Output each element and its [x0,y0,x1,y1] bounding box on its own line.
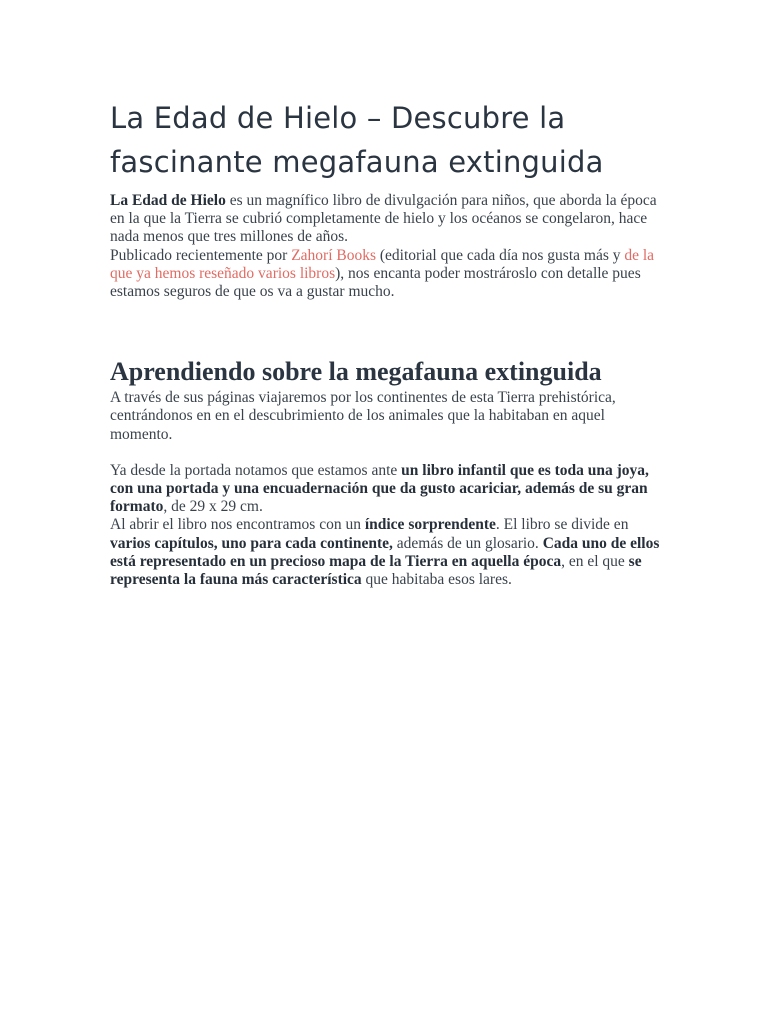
reviews-link[interactable]: de la que ya hemos reseñado varios libros [110,246,655,282]
publisher-link[interactable]: Zahorí Books [291,246,377,264]
paragraph-1: A través de sus páginas viajaremos por los continentes de esta Tierra prehistórica, centrándonos en en el descubrimiento de los animales que la habitaban en aquel momento. [110,389,616,443]
p2-bold-1: un libro infantil que es toda una joya, con una portada y una encuadernación que da gusto acariciar, además de su gran formato [110,461,649,516]
intro-text-3: (editorial que cada día nos gusta más y [376,246,625,264]
p2-bold-3: varios capítulos, uno para cada continente, [110,534,393,552]
p2-text-7: que habitaba esos lares. [361,571,512,589]
intro-text-2: Publicado recientemente por [110,246,292,264]
p2-text-1: Ya desde la portada notamos que estamos ante [110,461,402,479]
intro-paragraph [110,192,666,301]
p2-text-5: además de un glosario. [392,534,543,552]
p2-text-3: Al abrir el libro nos encontramos con un [110,516,365,534]
book-name: La Edad de Hielo [110,192,226,209]
p2-bold-4: Cada uno de ellos está representado en un precioso mapa de la Tierra en aquella época [110,534,660,570]
section-heading: Aprendiendo sobre la megafauna extinguida [110,357,602,387]
p2-text-6: , en el que [561,552,629,570]
intro-text-4: ), nos encanta poder mostrároslo con detalle pues estamos seguros de que os va a gustar mucho. [110,264,641,301]
p2-bold-5: se representa la fauna más característica [110,552,642,589]
intro-text-1: es un magnífico libro de divulgación para niños, que aborda la época en la que la Tierra se cubrió completamente de hielo y los océanos se congelaron, hace nada menos que tres millones de años. [110,192,657,246]
paragraph-2 [110,462,666,589]
article [110,96,666,589]
p2-bold-2: índice sorprendente [364,516,496,534]
article-title: La Edad de Hielo – Descubre la fascinante megafauna extinguida [110,101,604,179]
p2-text-4: . El libro se divide en [495,516,629,534]
p2-text-2: , de 29 x 29 cm. [163,498,263,516]
